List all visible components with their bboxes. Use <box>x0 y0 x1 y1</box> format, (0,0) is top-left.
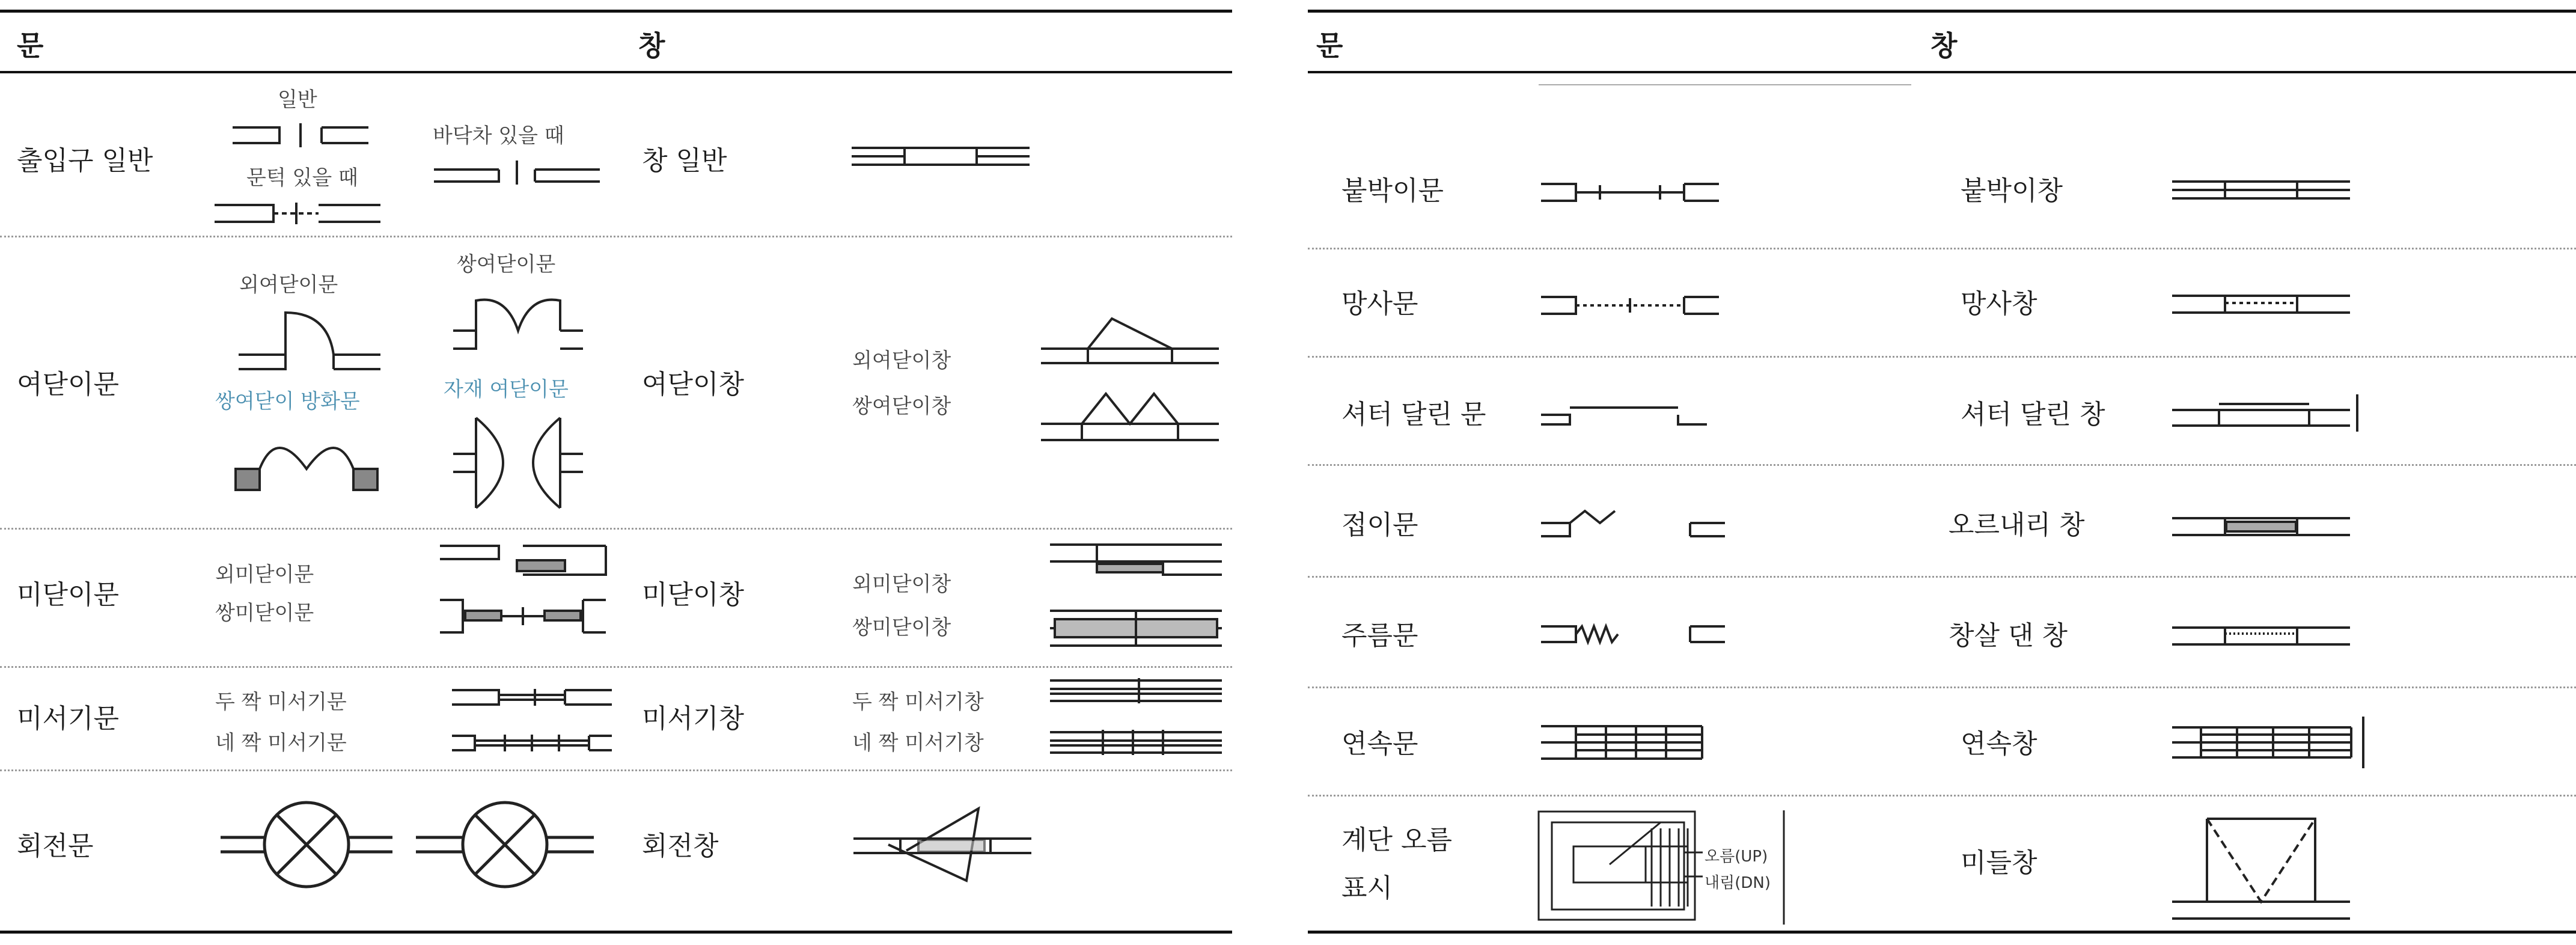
symbol-door-level-difference <box>433 158 601 188</box>
symbol-double-swing-door <box>452 289 584 355</box>
door-label-stair-line2: 표시 <box>1341 873 1393 904</box>
right-row-divider <box>1308 356 2576 358</box>
right-fragment-line <box>1539 84 1911 85</box>
door-label-shutter: 셔터 달린 문 <box>1341 399 1486 430</box>
symbol-folding-door <box>1540 505 1726 541</box>
left-row-divider <box>0 666 1232 668</box>
symbol-screen-window <box>2171 291 2351 317</box>
symbol-revolving-window <box>852 803 1033 887</box>
symbol-four-leaf-door <box>451 731 613 755</box>
door-label-revolving: 회전문 <box>17 831 94 861</box>
symbol-revolving-door-1 <box>219 797 394 893</box>
note-single-swing-door: 외여닫이문 <box>239 273 338 297</box>
symbol-fixed-door <box>1540 180 1720 204</box>
note-two-leaf-door: 두 짝 미서기문 <box>215 690 347 714</box>
note-double-sliding-window: 쌍미닫이창 <box>852 616 951 640</box>
door-label-stair-line1: 계단 오름 <box>1341 825 1453 855</box>
door-label-fixed: 붙박이문 <box>1341 176 1444 206</box>
right-header-window: 창 <box>1930 29 1958 62</box>
door-label-double-sliding: 미서기문 <box>17 703 120 734</box>
right-row-divider <box>1308 576 2576 578</box>
right-row-divider <box>1308 795 2576 797</box>
symbol-double-casement <box>1040 385 1220 445</box>
right-header-rule <box>1308 71 2576 73</box>
symbol-shutter-door <box>1540 404 1708 428</box>
note-self-closing-door: 자재 여닫이문 <box>444 378 569 402</box>
symbol-fixed-window <box>2171 178 2351 202</box>
symbol-sash-window <box>2171 515 2351 539</box>
note-single-casement: 외여닫이창 <box>852 349 951 373</box>
window-label-general: 창 일반 <box>642 145 727 176</box>
door-label-folding: 접이문 <box>1341 510 1418 540</box>
symbol-accordion-door <box>1540 619 1726 649</box>
window-label-sliding: 미닫이창 <box>642 580 745 610</box>
symbol-single-sliding-door <box>439 541 607 577</box>
window-label-swing: 여닫이창 <box>642 369 745 400</box>
window-label-sash: 오르내리 창 <box>1949 510 2085 540</box>
door-label-entrance: 출입구 일반 <box>17 145 153 176</box>
left-header-door: 문 <box>17 29 44 62</box>
symbol-door-general <box>231 120 370 150</box>
symbol-single-casement <box>1040 313 1220 367</box>
left-row-divider <box>0 528 1232 530</box>
right-row-divider <box>1308 464 2576 466</box>
symbol-double-sliding-window <box>1049 607 1223 649</box>
door-label-sliding: 미닫이문 <box>17 580 120 610</box>
note-four-leaf-door: 네 짝 미서기문 <box>215 731 347 755</box>
left-top-rule <box>0 10 1232 13</box>
stair-up-label: 오름(UP) <box>1705 848 1768 866</box>
stair-down-label: 내림(DN) <box>1705 874 1771 892</box>
symbol-screen-door <box>1540 293 1720 317</box>
window-label-barred: 창살 댄 창 <box>1949 620 2068 651</box>
left-bottom-rule <box>0 931 1232 934</box>
note-four-leaf-window: 네 짝 미서기창 <box>852 731 984 755</box>
symbol-self-closing-door <box>452 415 584 511</box>
note-level-difference: 바닥차 있을 때 <box>433 124 564 148</box>
symbol-door-threshold <box>213 201 382 225</box>
symbol-revolving-door-2 <box>415 797 595 893</box>
door-label-swing: 여닫이문 <box>17 369 120 400</box>
left-header-rule <box>0 71 1232 73</box>
window-label-screen: 망사창 <box>1961 289 2037 319</box>
window-label-fixed: 붙박이창 <box>1961 176 2063 206</box>
window-label-revolving: 회전창 <box>642 831 719 861</box>
window-label-continuous: 연속창 <box>1961 729 2037 759</box>
symbol-continuous-window <box>2171 715 2369 769</box>
left-row-divider <box>0 769 1232 771</box>
symbol-barred-window <box>2171 623 2351 649</box>
note-threshold: 문턱 있을 때 <box>246 166 358 190</box>
symbol-awning-window <box>2171 818 2351 923</box>
symbol-window-general <box>850 144 1031 168</box>
right-header-door: 문 <box>1316 29 1343 62</box>
note-single-sliding-door: 외미닫이문 <box>215 563 314 587</box>
door-label-screen: 망사문 <box>1341 289 1418 319</box>
note-double-sliding-door: 쌍미닫이문 <box>215 601 314 625</box>
window-label-shutter: 셔터 달린 창 <box>1961 399 2105 430</box>
right-row-divider <box>1308 687 2576 688</box>
right-row-divider <box>1308 248 2576 249</box>
symbol-single-sliding-window <box>1049 541 1223 577</box>
window-label-double-sliding: 미서기창 <box>642 703 745 734</box>
symbol-double-sliding-door <box>439 595 607 637</box>
note-general: 일반 <box>278 88 317 112</box>
note-double-casement: 쌍여닫이창 <box>852 394 951 418</box>
window-label-awning: 미들창 <box>1961 848 2037 878</box>
symbol-stair-diagram <box>1537 810 1796 925</box>
left-row-divider <box>0 236 1232 237</box>
note-fire-door: 쌍여닫이 방화문 <box>215 390 360 414</box>
symbol-single-swing-door <box>237 307 382 373</box>
symbol-two-leaf-door <box>451 685 613 709</box>
note-double-swing-door: 쌍여닫이문 <box>457 252 556 277</box>
note-two-leaf-window: 두 짝 미서기창 <box>852 690 984 714</box>
symbol-shutter-window <box>2171 392 2363 434</box>
symbol-four-leaf-window <box>1049 727 1223 757</box>
right-bottom-rule <box>1308 931 2576 934</box>
door-label-continuous: 연속문 <box>1341 729 1418 759</box>
right-top-rule <box>1308 10 2576 13</box>
symbol-two-leaf-window <box>1049 676 1223 706</box>
note-single-sliding-window: 외미닫이창 <box>852 572 951 596</box>
left-header-window: 창 <box>638 29 665 62</box>
door-label-accordion: 주름문 <box>1341 620 1418 651</box>
symbol-fire-door <box>234 427 379 493</box>
symbol-continuous-door <box>1540 721 1738 763</box>
